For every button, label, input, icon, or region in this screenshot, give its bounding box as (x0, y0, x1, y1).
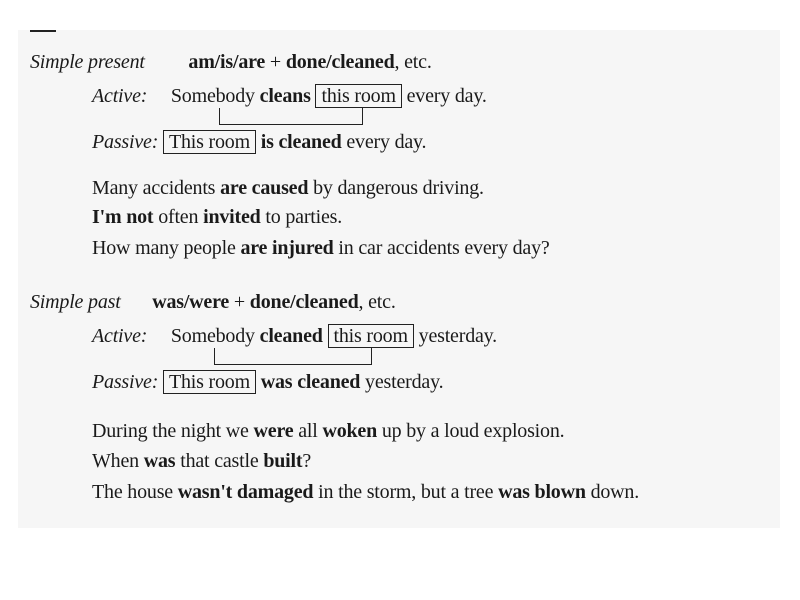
example-text: often (153, 206, 204, 228)
past-active-verb: cleaned (259, 325, 323, 347)
corner-rule (30, 30, 56, 32)
example-text: Many accidents (92, 177, 221, 199)
example-text: How many people (92, 237, 241, 259)
example-bold: are caused (220, 177, 309, 199)
example-bold: invited (203, 206, 261, 228)
present-active-label: Active: (92, 85, 148, 107)
example-text: When (92, 450, 144, 472)
present-active-rest: every day. (406, 85, 487, 107)
present-heading-line (30, 50, 432, 74)
present-active-object-box: this room (315, 84, 401, 108)
present-active-subject: Somebody (170, 85, 255, 107)
present-example-1 (92, 176, 484, 200)
example-text: all (293, 420, 323, 442)
past-example-2 (92, 449, 311, 473)
present-formula-participle: done/cleaned (285, 51, 395, 73)
past-formula-aux: was/were (152, 291, 230, 313)
present-transform-connector (219, 108, 363, 125)
present-example-2 (92, 205, 342, 229)
present-passive-subject-box: This room (163, 130, 256, 154)
present-example-3 (92, 236, 550, 260)
example-text: in the storm, but a tree (313, 481, 499, 503)
example-bold: was (143, 450, 176, 472)
example-bold: were (253, 420, 294, 442)
example-text: up by a loud explosion. (377, 420, 565, 442)
past-passive-rest: yesterday. (365, 371, 444, 393)
past-passive-label: Passive: (92, 371, 159, 393)
present-passive-line (92, 130, 426, 154)
past-passive-verb: was cleaned (260, 371, 361, 393)
past-active-subject: Somebody (170, 325, 255, 347)
example-bold: are injured (240, 237, 334, 259)
example-text: to parties. (260, 206, 343, 228)
example-text: ? (302, 450, 312, 472)
past-transform-connector (214, 348, 372, 365)
present-passive-rest: every day. (346, 131, 427, 153)
present-heading: Simple present (30, 51, 145, 73)
past-passive-line (92, 370, 443, 394)
example-text: down. (585, 481, 640, 503)
example-text: in car accidents every day? (333, 237, 550, 259)
example-bold: was blown (498, 481, 586, 503)
past-active-line (92, 324, 497, 348)
past-formula-etc: , etc. (358, 291, 396, 313)
past-formula-participle: done/cleaned (249, 291, 359, 313)
present-active-verb: cleans (259, 85, 311, 107)
past-example-1 (92, 419, 564, 443)
present-formula-plus: + (265, 51, 286, 73)
past-active-object-box: this room (328, 324, 414, 348)
past-example-3 (92, 480, 639, 504)
example-bold: woken (322, 420, 378, 442)
past-formula-plus: + (229, 291, 250, 313)
example-text: by dangerous driving. (308, 177, 484, 199)
present-passive-verb: is cleaned (260, 131, 342, 153)
example-bold: built (263, 450, 303, 472)
past-active-rest: yesterday. (418, 325, 497, 347)
example-text: that castle (175, 450, 264, 472)
present-formula-etc: , etc. (394, 51, 432, 73)
example-bold: wasn't damaged (177, 481, 314, 503)
example-text: During the night we (92, 420, 254, 442)
example-text: The house (92, 481, 178, 503)
past-heading-line (30, 290, 396, 314)
present-formula-aux: am/is/are (188, 51, 266, 73)
present-passive-label: Passive: (92, 131, 159, 153)
present-active-line (92, 84, 487, 108)
past-passive-subject-box: This room (163, 370, 256, 394)
past-active-label: Active: (92, 325, 148, 347)
example-bold: I'm not (92, 206, 154, 228)
past-heading: Simple past (30, 291, 121, 313)
